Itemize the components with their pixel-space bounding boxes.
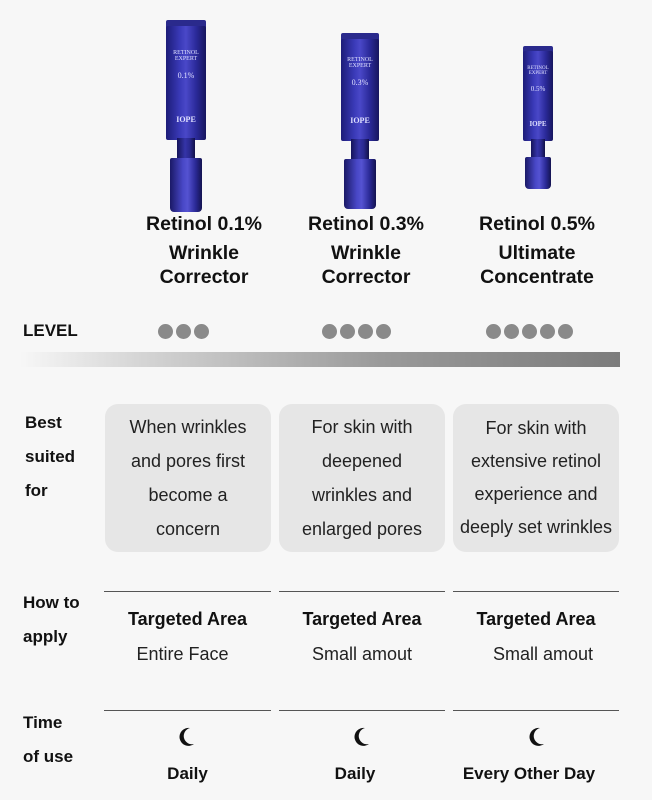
- product-image-retinol-0-5: RETINOL EXPERT 0.5% IOPE: [523, 46, 553, 192]
- best-suited-box: For skin with extensive retinol experience and deeply set wrinkles: [453, 404, 619, 552]
- divider: [279, 591, 445, 592]
- apply-area: Small amout: [311, 644, 413, 664]
- moon-icon: [354, 727, 370, 747]
- best-suited-box: For skin with deepened wrinkles and enlarged pores: [279, 404, 445, 552]
- best-suited-label: Best suited for: [25, 413, 76, 500]
- product-image-retinol-0-1: RETINOL EXPERT 0.1% IOPE: [166, 20, 206, 192]
- level-dot: [558, 324, 573, 339]
- moon-icon: [179, 727, 195, 747]
- level-dot: [176, 324, 191, 339]
- product-title: Retinol 0.1% Wrinkle Corrector: [146, 213, 262, 288]
- divider: [279, 710, 445, 711]
- divider: [104, 591, 271, 592]
- level-dot: [194, 324, 209, 339]
- level-dot: [376, 324, 391, 339]
- level-indicator: [486, 324, 573, 339]
- level-indicator: [322, 324, 391, 339]
- level-dot: [158, 324, 173, 339]
- apply-area: Small amout: [492, 644, 594, 664]
- level-label: LEVEL: [23, 321, 78, 340]
- how-to-apply-label: How to apply: [23, 593, 80, 646]
- time-of-use-label: Time of use: [23, 713, 74, 766]
- level-dot: [358, 324, 373, 339]
- level-dot: [540, 324, 555, 339]
- apply-heading: Targeted Area: [302, 609, 422, 629]
- divider: [104, 710, 271, 711]
- level-dot: [522, 324, 537, 339]
- divider: [453, 710, 619, 711]
- divider: [453, 591, 619, 592]
- best-suited-box: When wrinkles and pores first become a concern: [105, 404, 271, 552]
- product-title: Retinol 0.5% Ultimate Concentrate: [479, 213, 595, 288]
- time-of-use-value: Daily: [334, 764, 376, 783]
- time-of-use-value: Daily: [167, 764, 208, 783]
- level-dot: [504, 324, 519, 339]
- level-indicator: [158, 324, 209, 339]
- time-of-use-value: Every Other Day: [462, 764, 596, 783]
- apply-heading: Targeted Area: [127, 609, 248, 629]
- level-gradient-bar: [20, 352, 620, 367]
- moon-icon: [529, 727, 545, 747]
- apply-heading: Targeted Area: [476, 609, 596, 629]
- level-dot: [340, 324, 355, 339]
- level-dot: [322, 324, 337, 339]
- apply-area: Entire Face: [136, 644, 229, 664]
- product-title: Retinol 0.3% Wrinkle Corrector: [308, 213, 424, 288]
- level-dot: [486, 324, 501, 339]
- product-image-retinol-0-3: RETINOL EXPERT 0.3% IOPE: [341, 33, 379, 192]
